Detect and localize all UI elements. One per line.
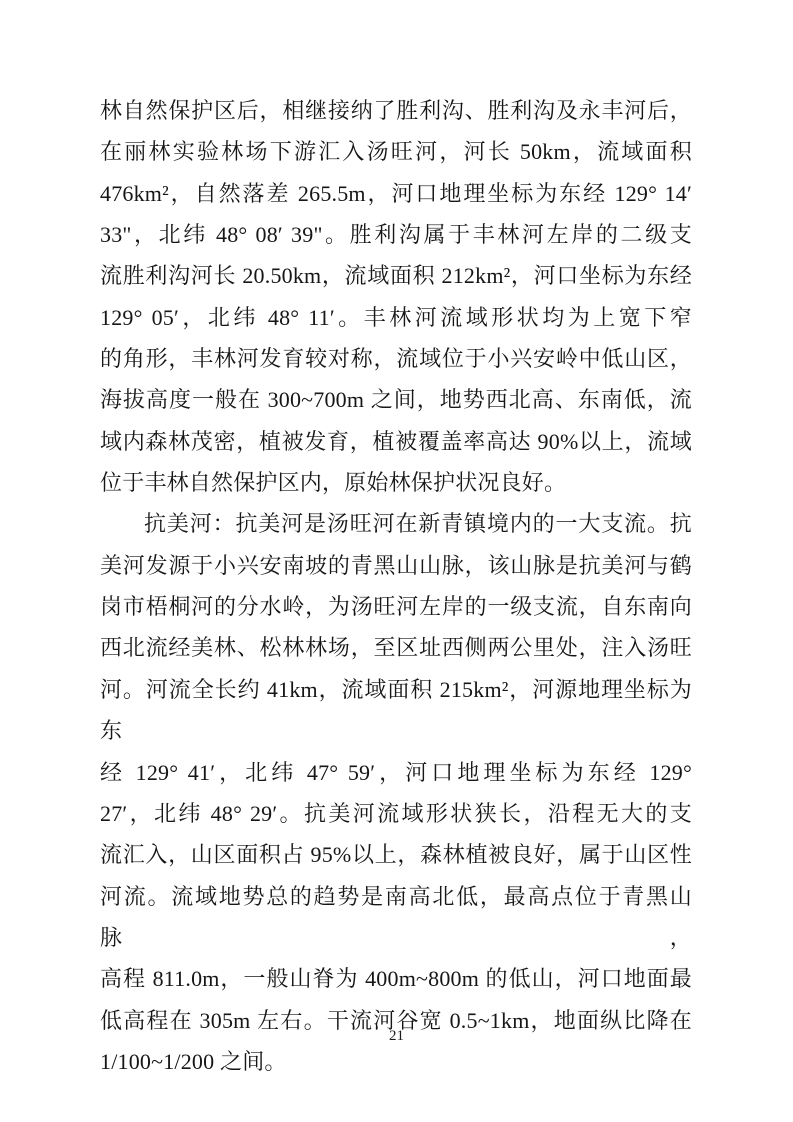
text-line: 低高程在 305m 左右。干流河谷宽 0.5~1km，地面纵比降在: [100, 1007, 692, 1033]
text-line: 岗市梧桐河的分水岭，为汤旺河左岸的一级支流，自东南向: [100, 594, 692, 620]
text-line: 美河发源于小兴安南坡的青黑山山脉，该山脉是抗美河与鹤: [100, 552, 692, 578]
paragraph-fenglin-river: [100, 90, 692, 503]
text-line: 河。河流全长约 41km，流域面积 215km²，河源地理坐标为东: [100, 676, 692, 744]
text-line: 西北流经美林、松林林场，至区址西侧两公里处，注入汤旺: [100, 635, 692, 661]
text-line: 经 129° 41′，北纬 47° 59′，河口地理坐标为东经 129°: [100, 759, 692, 785]
text-line: 流胜利沟河长 20.50km，流域面积 212km²，河口坐标为东经: [100, 263, 692, 289]
text-line: 27′，北纬 48° 29′。抗美河流域形状狭长，沿程无大的支: [100, 800, 692, 826]
text-line: 在丽林实验林场下游汇入汤旺河，河长 50km，流域面积: [100, 139, 692, 165]
text-line: 海拔高度一般在 300~700m 之间，地势西北高、东南低，流: [100, 387, 692, 413]
text-line: 129° 05′，北纬 48° 11′。丰林河流域形状均为上宽下窄: [100, 304, 692, 330]
text-line: 的角形，丰林河发育较对称，流域位于小兴安岭中低山区，: [100, 346, 692, 372]
text-line: 33"，北纬 48° 08′ 39"。胜利沟属于丰林河左岸的二级支: [100, 222, 692, 248]
text-line: 1/100~1/200 之间。: [100, 1048, 287, 1074]
paragraph-kangmei-river: [100, 503, 692, 1082]
text-line: 476km²，自然落差 265.5m，河口地理坐标为东经 129° 14′: [100, 180, 692, 206]
text-line: 域内森林茂密，植被发育，植被覆盖率高达 90%以上，流域: [100, 428, 692, 454]
text-line: 林自然保护区后，相继接纳了胜利沟、胜利沟及永丰河后，: [100, 98, 692, 123]
text-line: 抗美河：抗美河是汤旺河在新青镇境内的一大支流。抗: [144, 511, 692, 537]
document-body: [100, 90, 692, 1082]
text-line: 流汇入，山区面积占 95%以上，森林植被良好，属于山区性: [100, 842, 692, 868]
text-line: 高程 811.0m，一般山脊为 400m~800m 的低山，河口地面最: [100, 966, 692, 992]
text-line: 位于丰林自然保护区内，原始林保护状况良好。: [100, 470, 567, 496]
page-number: 21: [389, 1028, 404, 1044]
text-line: 河流。流域地势总的趋势是南高北低，最高点位于青黑山脉，: [100, 883, 692, 950]
